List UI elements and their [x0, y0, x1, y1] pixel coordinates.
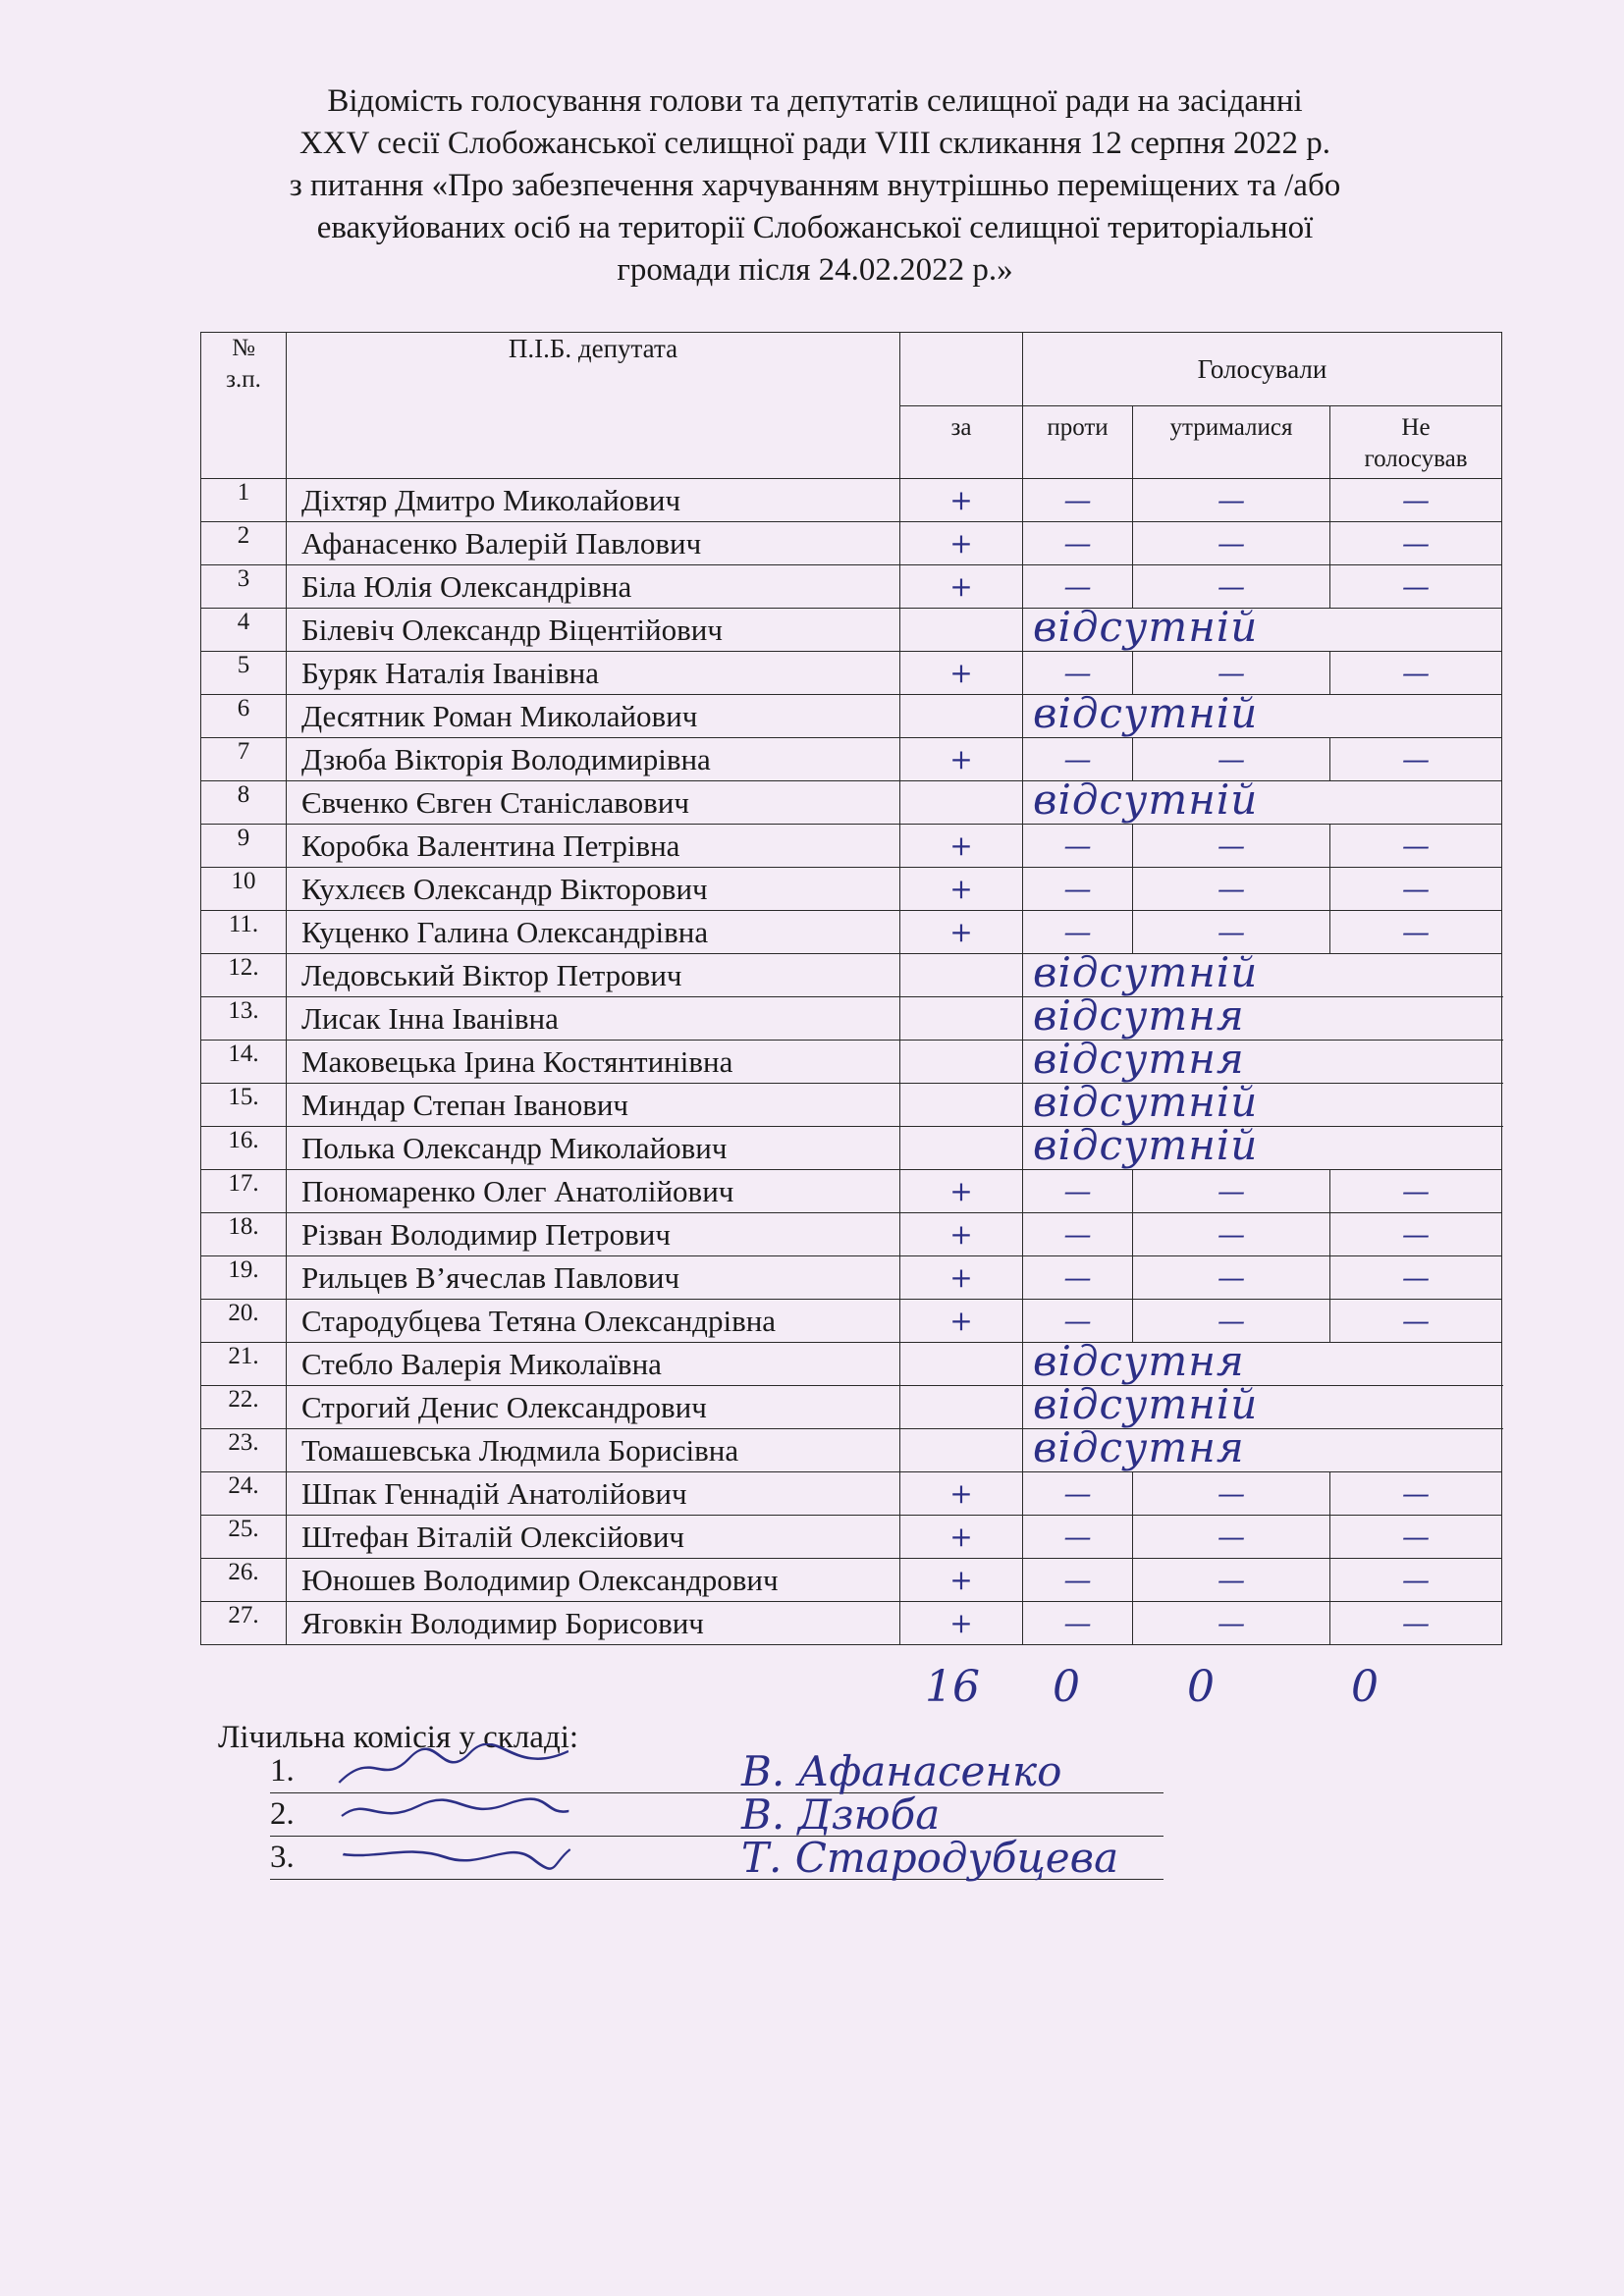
vote-abstained: — [1133, 825, 1330, 868]
absent-cell [1023, 695, 1502, 738]
row-number: 15. [201, 1084, 287, 1127]
table-row [201, 954, 1502, 997]
row-number: 12. [201, 954, 287, 997]
commission-member [270, 1834, 1164, 1882]
table-row [201, 1516, 1502, 1559]
table-row [201, 1300, 1502, 1343]
row-number: 24. [201, 1472, 287, 1516]
vote-for [900, 997, 1023, 1041]
row-number: 25. [201, 1516, 287, 1559]
commission-label: Лічильна комісія у складі: [218, 1720, 579, 1755]
vote-for: + [900, 1170, 1023, 1213]
deputy-name: Юношев Володимир Олександрович [287, 1559, 900, 1602]
signature-icon [332, 1743, 580, 1792]
member-number: 2. [270, 1796, 295, 1832]
row-number: 7 [201, 738, 287, 781]
vote-abstained: — [1133, 1213, 1330, 1256]
row-number: 10 [201, 868, 287, 911]
table-row [201, 609, 1502, 652]
vote-against: — [1023, 652, 1133, 695]
absent-cell [1023, 954, 1502, 997]
vote-for: + [900, 1300, 1023, 1343]
vote-for [900, 954, 1023, 997]
title-line: громади після 24.02.2022 р.» [617, 252, 1013, 288]
vote-not-voted: — [1330, 738, 1502, 781]
vote-not-voted: — [1330, 479, 1502, 522]
vote-against: — [1023, 1516, 1133, 1559]
vote-not-voted: — [1330, 1516, 1502, 1559]
absent-mark: відсутня [1033, 1040, 1245, 1083]
absent-mark: відсутня [1033, 1342, 1245, 1385]
vote-not-voted: — [1330, 1170, 1502, 1213]
vote-against: — [1023, 1559, 1133, 1602]
vote-for: + [900, 565, 1023, 609]
header-for: за [900, 406, 1023, 479]
row-number: 26. [201, 1559, 287, 1602]
member-number: 1. [270, 1753, 295, 1789]
row-number: 17. [201, 1170, 287, 1213]
absent-cell [1023, 609, 1502, 652]
vote-for: + [900, 1559, 1023, 1602]
vote-abstained: — [1133, 1170, 1330, 1213]
deputy-name: Різван Володимир Петрович [287, 1213, 900, 1256]
table-row [201, 1256, 1502, 1300]
deputy-name: Пономаренко Олег Анатолійович [287, 1170, 900, 1213]
signature-icon [332, 1787, 580, 1836]
vote-not-voted: — [1330, 1300, 1502, 1343]
deputy-name: Десятник Роман Миколайович [287, 695, 900, 738]
row-number: 6 [201, 695, 287, 738]
member-name: В. Дзюба [741, 1790, 941, 1839]
member-name: Т. Стародубцева [741, 1834, 1119, 1882]
row-number: 20. [201, 1300, 287, 1343]
row-number: 19. [201, 1256, 287, 1300]
total-abstained: 0 [1187, 1662, 1215, 1712]
vote-for [900, 609, 1023, 652]
vote-not-voted: — [1330, 1472, 1502, 1516]
signature-scrawl [321, 1830, 580, 1889]
header-abstained: утрималися [1133, 406, 1330, 479]
deputy-name: Рильцев В’ячеслав Павлович [287, 1256, 900, 1300]
vote-for [900, 1127, 1023, 1170]
absent-mark: відсутній [1033, 953, 1259, 996]
vote-not-voted: — [1330, 1213, 1502, 1256]
total-not-voted: 0 [1351, 1662, 1379, 1712]
table-row [201, 1170, 1502, 1213]
row-number: 22. [201, 1386, 287, 1429]
vote-for: + [900, 652, 1023, 695]
deputy-name: Штефан Віталій Олексійович [287, 1516, 900, 1559]
absent-cell [1023, 1429, 1502, 1472]
vote-not-voted: — [1330, 911, 1502, 954]
vote-abstained: — [1133, 1602, 1330, 1645]
table-row [201, 479, 1502, 522]
row-number: 23. [201, 1429, 287, 1472]
deputy-name: Афанасенко Валерій Павлович [287, 522, 900, 565]
row-number: 9 [201, 825, 287, 868]
vote-abstained: — [1133, 522, 1330, 565]
absent-cell [1023, 997, 1502, 1041]
vote-for [900, 781, 1023, 825]
deputy-name: Дзюба Вікторія Володимирівна [287, 738, 900, 781]
absent-mark: відсутній [1033, 1126, 1259, 1169]
vote-for: + [900, 738, 1023, 781]
vote-for [900, 695, 1023, 738]
deputy-name: Євченко Євген Станіславович [287, 781, 900, 825]
vote-against: — [1023, 565, 1133, 609]
vote-not-voted: — [1330, 565, 1502, 609]
table-row [201, 738, 1502, 781]
vote-against: — [1023, 868, 1133, 911]
row-number: 5 [201, 652, 287, 695]
absent-cell [1023, 1041, 1502, 1084]
title-line: з питання «Про забезпечення харчуванням внутрішньо переміщених та /або [289, 168, 1341, 203]
table-row [201, 1041, 1502, 1084]
voting-table [200, 332, 1502, 1645]
vote-for [900, 1386, 1023, 1429]
absent-cell [1023, 781, 1502, 825]
deputy-name: Стебло Валерія Миколаївна [287, 1343, 900, 1386]
vote-for [900, 1041, 1023, 1084]
deputy-name: Миндар Степан Іванович [287, 1084, 900, 1127]
row-number: 2 [201, 522, 287, 565]
title-line: XXV сесії Слобожанської селищної ради VIII скликання 12 серпня 2022 р. [298, 126, 1331, 161]
row-number: 1 [201, 479, 287, 522]
row-number: 14. [201, 1041, 287, 1084]
header-voted: Голосували [1023, 333, 1502, 406]
title-line: Відомість голосування голови та депутатів селищної ради на засіданні [327, 83, 1303, 119]
table-row [201, 997, 1502, 1041]
document-title [196, 80, 1434, 292]
vote-for: + [900, 868, 1023, 911]
vote-for: + [900, 1256, 1023, 1300]
absent-mark: відсутній [1033, 1083, 1259, 1126]
member-number: 3. [270, 1840, 295, 1875]
deputy-name: Яговкін Володимир Борисович [287, 1602, 900, 1645]
row-number: 13. [201, 997, 287, 1041]
vote-totals [200, 1662, 1501, 1721]
absent-cell [1023, 1343, 1502, 1386]
table-row [201, 1559, 1502, 1602]
deputy-name: Кухлєєв Олександр Вікторович [287, 868, 900, 911]
deputy-name: Маковецька Ірина Костянтинівна [287, 1041, 900, 1084]
vote-for: + [900, 522, 1023, 565]
header-not-voted: Не голосував [1330, 406, 1502, 479]
absent-mark: відсутній [1033, 780, 1259, 824]
vote-for: + [900, 1213, 1023, 1256]
vote-against: — [1023, 1300, 1133, 1343]
deputy-name: Біла Юлія Олександрівна [287, 565, 900, 609]
absent-mark: відсутня [1033, 1428, 1245, 1471]
table-row [201, 781, 1502, 825]
deputy-name: Куценко Галина Олександрівна [287, 911, 900, 954]
deputy-name: Коробка Валентина Петрівна [287, 825, 900, 868]
vote-against: — [1023, 522, 1133, 565]
signature-icon [332, 1830, 580, 1879]
vote-against: — [1023, 1602, 1133, 1645]
absent-cell [1023, 1386, 1502, 1429]
deputy-name: Буряк Наталія Іванівна [287, 652, 900, 695]
deputy-name: Діхтяр Дмитро Миколайович [287, 479, 900, 522]
table-row [201, 1429, 1502, 1472]
table-row [201, 652, 1502, 695]
vote-abstained: — [1133, 1516, 1330, 1559]
deputy-name: Томашевська Людмила Борисівна [287, 1429, 900, 1472]
vote-abstained: — [1133, 1300, 1330, 1343]
vote-abstained: — [1133, 1559, 1330, 1602]
row-number: 27. [201, 1602, 287, 1645]
row-number: 4 [201, 609, 287, 652]
vote-abstained: — [1133, 911, 1330, 954]
header-against: проти [1023, 406, 1133, 479]
vote-abstained: — [1133, 565, 1330, 609]
absent-mark: відсутній [1033, 608, 1259, 651]
vote-abstained: — [1133, 1472, 1330, 1516]
vote-for: + [900, 1516, 1023, 1559]
row-number: 11. [201, 911, 287, 954]
absent-mark: відсутня [1033, 996, 1245, 1040]
table-row [201, 1213, 1502, 1256]
header-blank [900, 333, 1023, 406]
absent-mark: відсутній [1033, 1385, 1259, 1428]
row-number: 8 [201, 781, 287, 825]
vote-for: + [900, 911, 1023, 954]
vote-not-voted: — [1330, 652, 1502, 695]
row-number: 18. [201, 1213, 287, 1256]
table-row [201, 1386, 1502, 1429]
vote-against: — [1023, 479, 1133, 522]
table-row [201, 868, 1502, 911]
vote-abstained: — [1133, 652, 1330, 695]
vote-for: + [900, 479, 1023, 522]
vote-not-voted: — [1330, 1256, 1502, 1300]
vote-against: — [1023, 1472, 1133, 1516]
vote-abstained: — [1133, 1256, 1330, 1300]
vote-abstained: — [1133, 738, 1330, 781]
vote-against: — [1023, 1170, 1133, 1213]
deputy-name: Стародубцева Тетяна Олександрівна [287, 1300, 900, 1343]
vote-against: — [1023, 738, 1133, 781]
total-for: 16 [925, 1662, 980, 1712]
vote-not-voted: — [1330, 522, 1502, 565]
header-name: П.І.Б. депутата [287, 333, 900, 479]
member-name: В. Афанасенко [741, 1747, 1062, 1795]
table-row [201, 522, 1502, 565]
deputy-name: Строгий Денис Олександрович [287, 1386, 900, 1429]
deputy-name: Білевіч Олександр Віцентійович [287, 609, 900, 652]
row-number: 16. [201, 1127, 287, 1170]
absent-cell [1023, 1084, 1502, 1127]
table-row [201, 825, 1502, 868]
vote-for: + [900, 1472, 1023, 1516]
table-row [201, 565, 1502, 609]
vote-against: — [1023, 1213, 1133, 1256]
title-line: евакуйованих осіб на території Слобожанської селищної територіальної [316, 210, 1314, 245]
vote-not-voted: — [1330, 868, 1502, 911]
deputy-name: Полька Олександр Миколайович [287, 1127, 900, 1170]
row-number: 21. [201, 1343, 287, 1386]
vote-not-voted: — [1330, 1602, 1502, 1645]
deputy-name: Лисак Інна Іванівна [287, 997, 900, 1041]
vote-for: + [900, 1602, 1023, 1645]
row-number: 3 [201, 565, 287, 609]
vote-not-voted: — [1330, 825, 1502, 868]
table-row [201, 1084, 1502, 1127]
absent-mark: відсутній [1033, 694, 1259, 737]
table-row [201, 695, 1502, 738]
vote-for: + [900, 825, 1023, 868]
deputy-name: Шпак Геннадій Анатолійович [287, 1472, 900, 1516]
total-against: 0 [1053, 1662, 1080, 1712]
vote-for [900, 1343, 1023, 1386]
table-row [201, 1127, 1502, 1170]
table-row [201, 911, 1502, 954]
vote-abstained: — [1133, 479, 1330, 522]
absent-cell [1023, 1127, 1502, 1170]
vote-for [900, 1429, 1023, 1472]
table-row [201, 1343, 1502, 1386]
vote-against: — [1023, 911, 1133, 954]
vote-abstained: — [1133, 868, 1330, 911]
table-row [201, 1472, 1502, 1516]
deputy-name: Ледовський Віктор Петрович [287, 954, 900, 997]
header-number: № з.п. [201, 333, 287, 479]
table-row [201, 1602, 1502, 1645]
vote-for [900, 1084, 1023, 1127]
vote-against: — [1023, 825, 1133, 868]
vote-not-voted: — [1330, 1559, 1502, 1602]
vote-against: — [1023, 1256, 1133, 1300]
